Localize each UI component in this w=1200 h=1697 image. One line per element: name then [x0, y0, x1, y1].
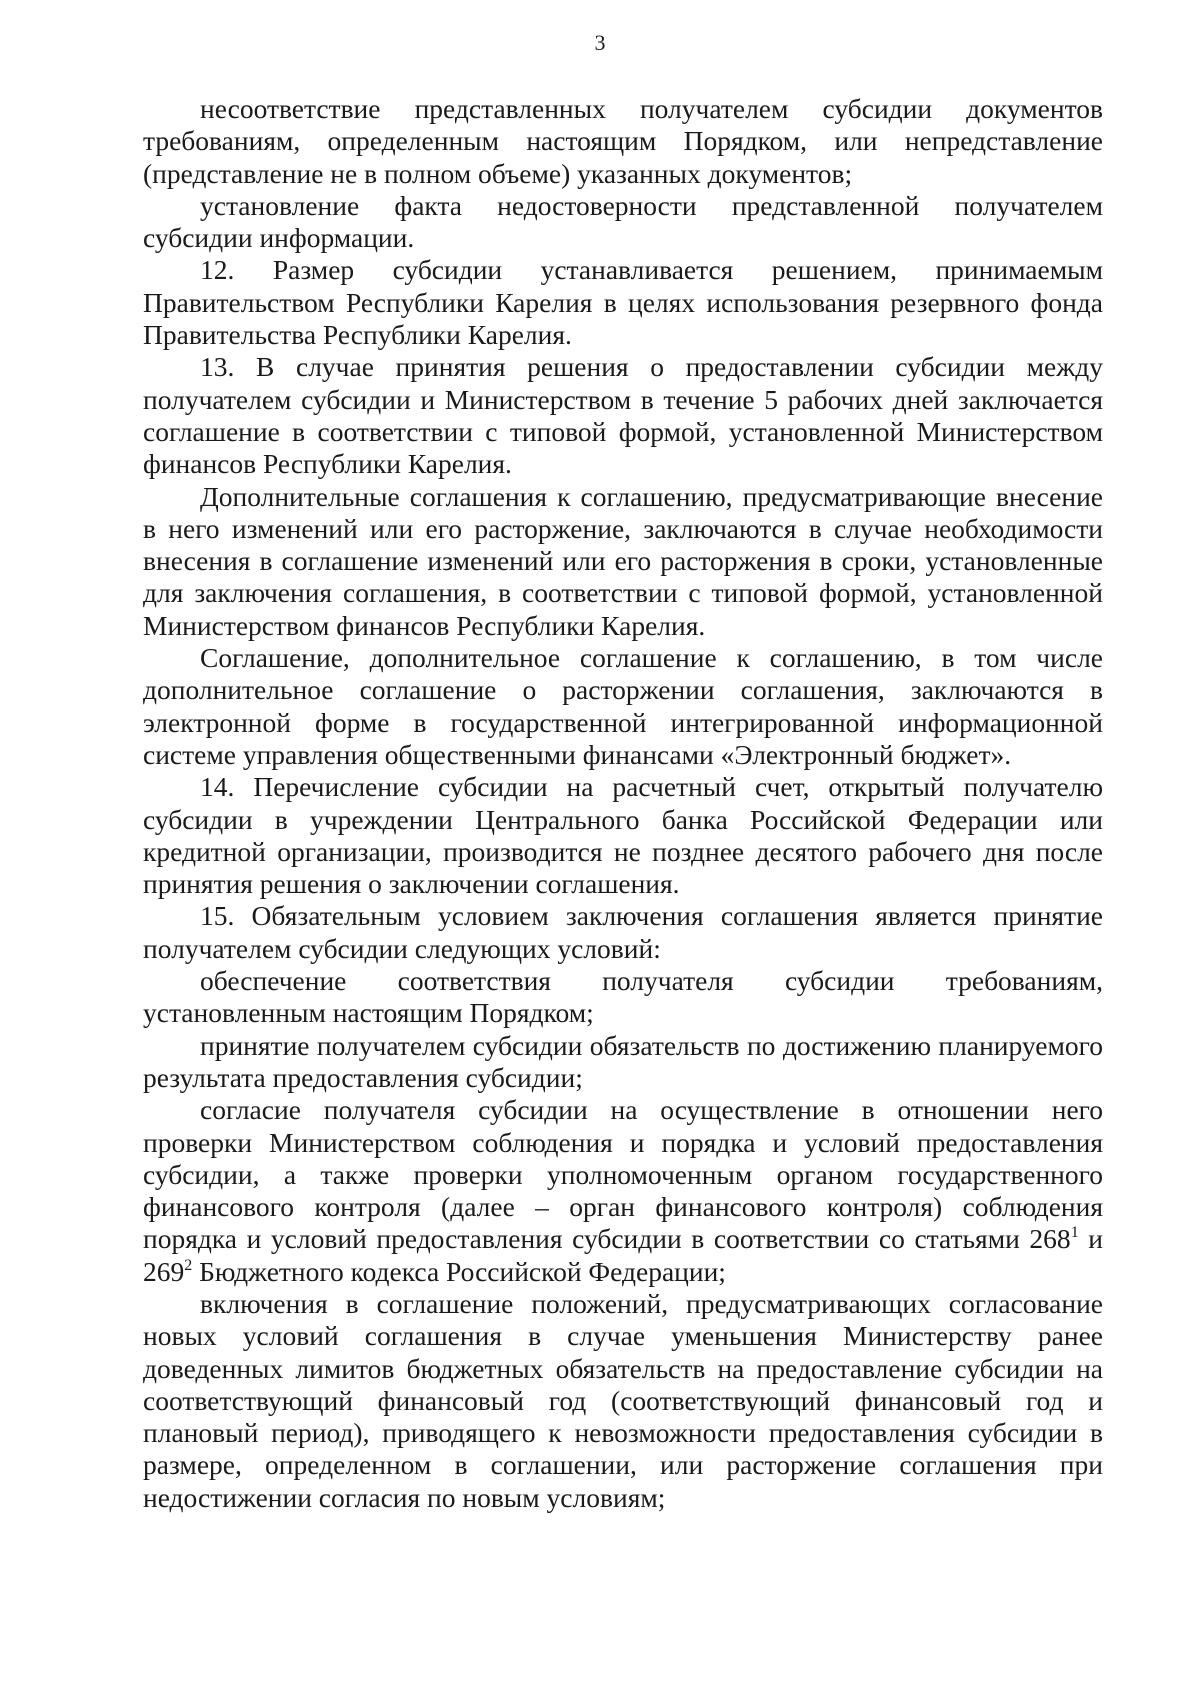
document-body — [143, 93, 1103, 1514]
paragraph-compliance: обеспечение соответствия получателя субсидии требованиям, установленным настоящим Порядком; — [143, 965, 1103, 1029]
article-268-superscript: 1 — [1070, 1224, 1079, 1242]
paragraph-15-mandatory-condition: 15. Обязательным условием заключения соглашения является принятие получателем субсидии следующих условий: — [143, 900, 1103, 964]
audit-consent-text-end: Бюджетного кодекса Российской Федерации; — [192, 1255, 726, 1287]
paragraph-electronic-budget: Соглашение, дополнительное соглашение к соглашению, в том числе дополнительное соглашение о расторжении соглашения, заключаются в электронной форме в государственной интегрированной информационной системе управления общественными финансами «Электронный бюджет». — [143, 642, 1103, 770]
paragraph-new-conditions: включения в соглашение положений, предусматривающих согласование новых условий соглашения в случае уменьшения Министерству ранее доведенных лимитов бюджетных обязательств на предоставление субсидии на соответствующий финансовый год (соответствующий финансовый год и плановый период), приводящего к невозможности предоставления субсидии в размере, определенном в соглашении, или расторжение соглашения при недостижении согласия по новым условиям; — [143, 1287, 1103, 1513]
article-269-superscript: 2 — [184, 1256, 193, 1274]
paragraph-13-agreement: 13. В случае принятия решения о предоставлении субсидии между получателем субсидии и Министерством в течение 5 рабочих дней заключается соглашение в соответствии с типовой формой, установленной Министерством финансов Республики Карелия. — [143, 351, 1103, 480]
paragraph-additional-agreements: Дополнительные соглашения к соглашению, предусматривающие внесение в него изменений или его расторжение, заключаются в случае необходимости внесения в соглашение изменений или его расторжения в сроки, установленные для заключения соглашения, в соответствии с типовой формой, установленной Министерством финансов Республики Карелия. — [143, 480, 1103, 641]
audit-consent-text: согласие получателя субсидии на осуществление в отношении него проверки Министерством соблюдения и порядка и условий предоставления субсидии, а также проверки уполномоченным органом государственного финансового контроля (далее – орган финансового контроля) соблюдения порядка и условий предоставления субсидии в соответствии со статьями 268 — [143, 1094, 1103, 1255]
page-number: 3 — [594, 30, 606, 55]
paragraph-obligations: принятие получателем субсидии обязательств по достижению планируемого результата предоставления субсидии; — [143, 1029, 1103, 1093]
paragraph-12-subsidy-amount: 12. Размер субсидии устанавливается решением, принимаемым Правительством Республики Карелия в целях использования резервного фонда Правительства Республики Карелия. — [143, 254, 1103, 351]
paragraph-14-transfer: 14. Перечисление субсидии на расчетный счет, открытый получателю субсидии в учреждении Центрального банка Российской Федерации или кредитной организации, производится не позднее десятого рабочего дня после принятия решения о заключении соглашения. — [143, 771, 1103, 900]
paragraph-document-mismatch: несоответствие представленных получателем субсидии документов требованиям, определенным настоящим Порядком, или непредставление (представление не в полном объеме) указанных документов; — [143, 93, 1103, 189]
paragraph-audit-consent — [143, 1094, 1103, 1288]
audit-consent-text-middle: и 269 — [143, 1223, 1104, 1287]
paragraph-false-information: установление факта недостоверности представленной получателем субсидии информации. — [143, 189, 1103, 254]
